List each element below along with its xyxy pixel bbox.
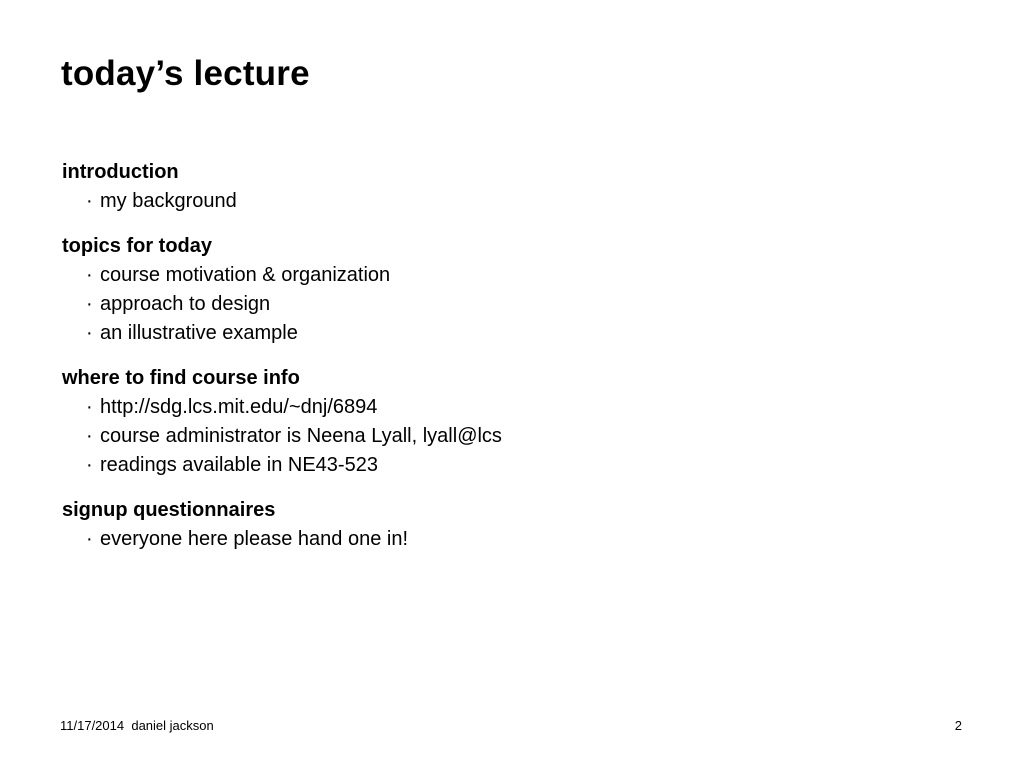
slide-title: today’s lecture bbox=[61, 54, 310, 93]
footer-meta bbox=[60, 717, 214, 735]
bullet-icon: · bbox=[86, 322, 93, 344]
slide-content bbox=[62, 158, 962, 570]
page-number: 2 bbox=[954, 718, 962, 733]
list-item-text: course administrator is Neena Lyall, lyall@lcs bbox=[100, 425, 502, 447]
list-item-text: my background bbox=[100, 190, 237, 212]
list-item bbox=[86, 525, 962, 554]
section-heading: where to find course info bbox=[62, 367, 300, 389]
bullet-icon: · bbox=[86, 190, 93, 212]
list-item-text: readings available in NE43-523 bbox=[100, 454, 378, 476]
section-heading: introduction bbox=[62, 161, 179, 183]
section-heading: signup questionnaires bbox=[62, 499, 276, 521]
list-item bbox=[86, 319, 962, 348]
section-signup-questionnaires bbox=[62, 496, 962, 554]
list-item bbox=[86, 393, 962, 422]
list-item bbox=[86, 422, 962, 451]
section-topics-for-today bbox=[62, 232, 962, 348]
bullet-icon: · bbox=[86, 528, 93, 550]
bullet-icon: · bbox=[86, 425, 93, 447]
list-item bbox=[86, 290, 962, 319]
bullet-list bbox=[62, 393, 962, 480]
bullet-icon: · bbox=[86, 396, 93, 418]
bullet-icon: · bbox=[86, 264, 93, 286]
section-course-info bbox=[62, 364, 962, 480]
bullet-list bbox=[62, 187, 962, 216]
bullet-icon: · bbox=[86, 293, 93, 315]
section-heading: topics for today bbox=[62, 235, 213, 257]
list-item bbox=[86, 261, 962, 290]
list-item bbox=[86, 187, 962, 216]
list-item-text: everyone here please hand one in! bbox=[100, 528, 409, 550]
section-introduction bbox=[62, 158, 962, 216]
list-item bbox=[86, 451, 962, 480]
bullet-icon: · bbox=[86, 454, 93, 476]
list-item-text: approach to design bbox=[100, 293, 271, 315]
bullet-list bbox=[62, 261, 962, 348]
list-item-text: course motivation & organization bbox=[100, 264, 391, 286]
footer-date: 11/17/2014 bbox=[60, 718, 125, 733]
bullet-list bbox=[62, 525, 962, 554]
list-item-text: an illustrative example bbox=[100, 322, 298, 344]
footer-author: daniel jackson bbox=[131, 718, 214, 733]
course-url-text: http://sdg.lcs.mit.edu/~dnj/6894 bbox=[100, 396, 378, 418]
